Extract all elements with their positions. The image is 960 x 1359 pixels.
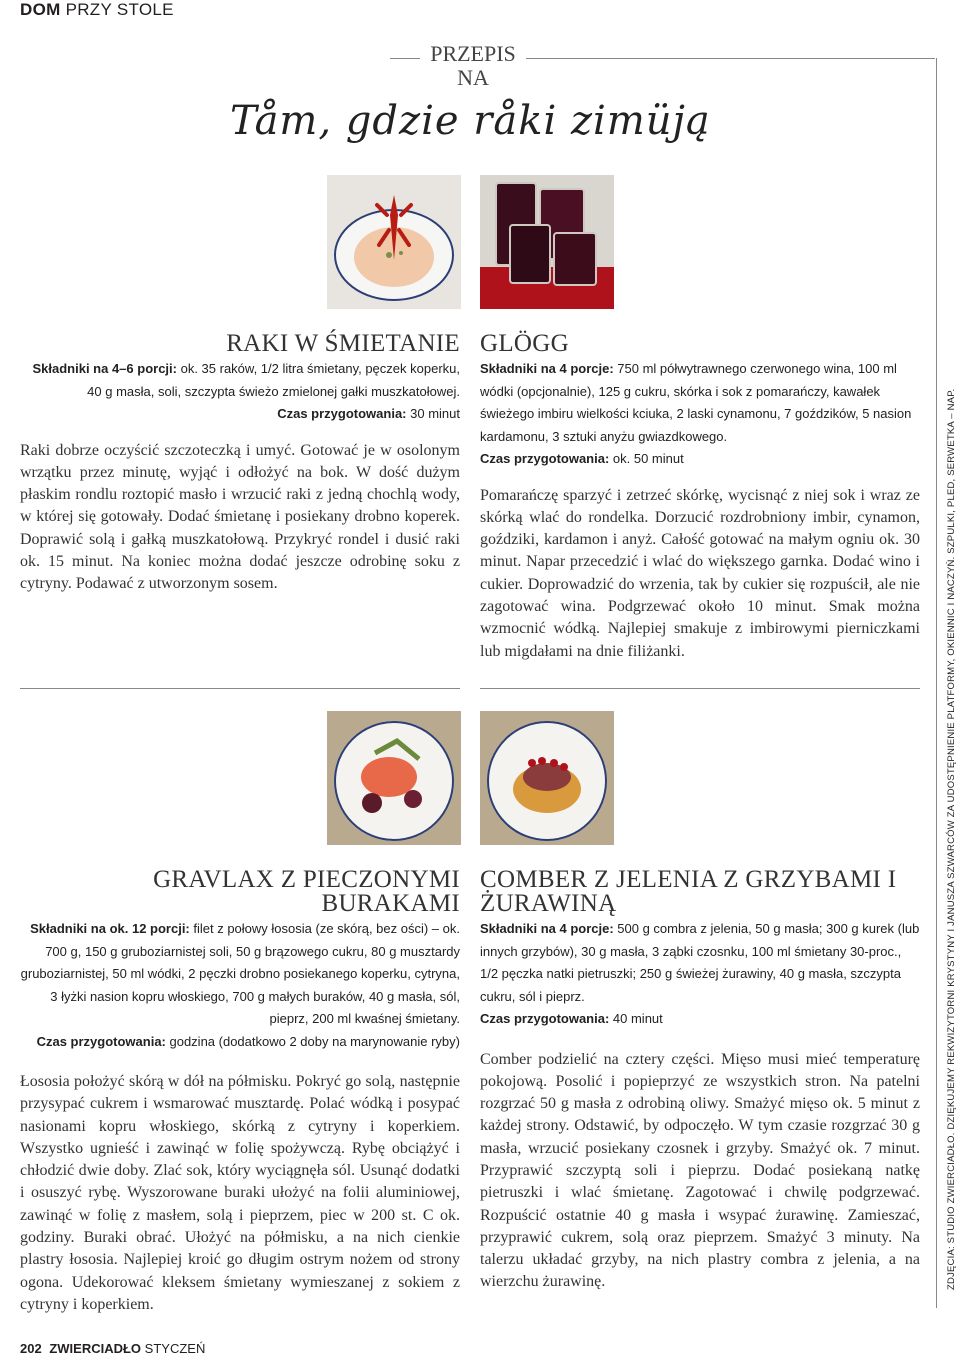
time-value: 30 minut: [406, 406, 460, 421]
time-label: Czas przygotowania:: [277, 406, 407, 421]
recipe-ingredients: [480, 918, 920, 1008]
recipe-time: [20, 403, 460, 426]
kicker-line-2: NA: [457, 65, 489, 90]
recipe-title: GRAVLAX Z PIECZONYMI BURAKAMI: [153, 866, 460, 917]
crayfish-plate-photo: [327, 175, 461, 309]
recipe-time: [480, 448, 920, 471]
right-rule: [936, 58, 937, 1308]
time-label: Czas przygotowania:: [480, 1011, 610, 1026]
ingredients-label: Składniki na 4 porcje:: [480, 361, 614, 376]
issue-month: STYCZEŃ: [144, 1341, 206, 1356]
recipe-title: GLÖGG: [480, 330, 569, 357]
time-value: godzina (dodatkowo 2 doby na marynowanie ryby): [165, 1033, 460, 1049]
magazine-name: ZWIERCIADŁO: [49, 1341, 142, 1356]
page-footer: [20, 1341, 205, 1356]
kicker: [420, 42, 526, 90]
ingredients-label: Składniki na 4 porcje:: [480, 921, 614, 936]
section-name: PRZY STOLE: [65, 0, 174, 19]
section-name-bold: DOM: [20, 0, 61, 19]
recipe-time: [480, 1008, 920, 1031]
ingredients-text: 500 g combra z jelenia, 50 g masła; 300 g kurek (lub innych grzybów), 30 g masła, 3 ząbki czosnku, 100 ml śmietany 30-proc., 1/2 pęczka natki pietruszki; 250 g świeżej żurawiny, 40 g masła, szczypta cukru, sól i pieprz.: [480, 921, 920, 1004]
ingredients-text: ok. 35 raków, 1/2 litra śmietany, pęczek koperku, 40 g masła, soli, szczypta świeżo zmielonej gałki muszkatołowej.: [87, 361, 460, 399]
recipe-body: Raki dobrze oczyścić szczoteczką i umyć. Gotować je w osolonym wrzątku przez minutę, wyjąć i odłożyć na bok. W dość dużym płaskim rondlu roztopić masło i wrzucić raki z jedną chochlą wody, w której się gotowały. Dodać śmietanę i posiekany drobno koperek. Doprawić solą i gałką muszkatołową. Przykryć rondel i dusić raki ok. 15 minut. Na koniec można dodać jeszcze odrobinę soku z cytryny. Podawać z utworzonym sosem.: [20, 441, 460, 593]
ingredients-label: Składniki na 4–6 porcji:: [32, 361, 177, 376]
time-value: ok. 50 minut: [609, 451, 684, 466]
glogg-glasses-photo: [480, 175, 614, 309]
time-value: 40 minut: [609, 1011, 663, 1026]
photo-credit: ZDJĘCIA: STUDIO ZWIERCIADŁO. DZIĘKUJEMY REKWIZYTORNI KRYSTYNY I JANUSZA SZWARCÓW ZA UDOSTĘPNIENIE PLATFORMY, OKIENNIC I NACZYŃ. SZPULKI, PLED, SERWETKA – NAP.: [946, 388, 957, 1290]
recipe-glogg: [480, 332, 920, 663]
recipe-body: Pomarańczę sparzyć i zetrzeć skórkę, wycisnąć z niej sok i wraz ze skórką wlać do rondelka. Dorzucić rozdrobniony imbir, cynamon, goździki, kardamon i anyż. Całość gotować na małym ogniu ok. 30 minut. Napar przecedzić i wlać do większego garnka. Dodać wino i cukier. Doprowadzić do wrzenia, tak by cukier się rozpuścił, ale nie zagotować wina. Podgrzewać około 10 minut. Smak można wzmocnić wódką. Najlepiej smakuje z imbirowymi pierniczkami lub migdałami na dnie filiżanki.: [480, 486, 920, 660]
recipe-ingredients: [20, 358, 460, 403]
recipe-ingredients: [20, 918, 460, 1031]
ingredients-text: filet z połowy łososia (ze skórą, bez ości) – ok. 700 g, 150 g gruboziarnistej soli, 50 g brązowego cukru, 80 g musztardy gruboziarnistej, 50 ml wódki, 2 pęczki drobno posiekanego koperku, cytryna, 3 łyżki nasion kopru włoskiego, 700 g małych buraków, 40 g masła, sól, pieprz, 200 ml kwaśnej śmietany.: [20, 921, 460, 1026]
page-title: Tåm, gdzie råki zimüją: [230, 98, 711, 144]
ingredients-text: 750 ml półwytrawnego czerwonego wina, 100 ml wódki (opcjonalnie), 125 g cukru, skórka i sok z pomarańczy, kawałek świeżego imbiru wielkości kciuka, 2 laski cynamonu, 7 goździków, 5 nasion kardamonu, 3 sztuki anyżu gwiazdkowego.: [480, 361, 912, 444]
recipe-title: COMBER Z JELENIA Z GRZYBAMI I ŻURAWINĄ: [480, 866, 897, 917]
recipe-title: RAKI W ŚMIETANIE: [226, 330, 460, 357]
recipe-ingredients: [480, 358, 920, 448]
section-header: [20, 0, 174, 20]
separator-right: [480, 688, 920, 689]
kicker-line-1: PRZEPIS: [430, 41, 516, 66]
recipe-gravlax: [20, 868, 460, 1316]
recipe-body: Łososia położyć skórą w dół na półmisku. Pokryć go solą, następnie przysypać cukrem i wsmarować musztardę. Polać wódką i posypać nasionami kopru włoskiego, skórką z cytryny i koperkiem. Wszystko ugnieść i zawinąć w folię spożywczą. Rybę obciążyć i chłodzić dwie doby. Zlać sok, który wyciągnęła sól. Usunąć dodatki i osuszyć rybę. Wyszorowane buraki ułożyć na folii aluminiowej, zawinąć w folię z masłem, solą i pieprzem, piec w 200 st. C ok. godziny. Buraki obrać. Ułożyć na półmisku, a na nich cienkie plastry łososia. Najlepiej kroić go długim ostrym nożem od strony ogona. Udekorować kleksem śmietany wymieszanej z sokiem z cytryny i koperkiem.: [20, 1073, 460, 1313]
recipe-body: Comber podzielić na cztery części. Mięso musi mieć temperaturę pokojową. Posolić i popieprzyć ze wszystkich stron. Na patelni rozgrzać 50 g masła z odrobiną oliwy. Smażyć mięso ok. 5 minut z każdej strony. Odstawić, by odpoczęło. W tym czasie rozgrzać 30 g masła, wrzucić posiekany czosnek i grzyby. Smażyć ok. 7 minut. Przyprawić szczyptą soli i pieprzu. Dodać posiekaną natkę pietruszki i wlać śmietanę. Zagotować i chwilę podgrzewać. Rozpuścić ostatnie 40 g masła i wsypać żurawinę. Zamieszać, przyprawić cukrem, solą oraz pieprzem. Smażyć 3 minuty. Na talerzu układać grzyby, na nich plastry combra z jelenia, a na wierzchu żurawinę.: [480, 1050, 920, 1291]
ingredients-label: Składniki na ok. 12 porcji:: [30, 921, 190, 936]
time-label: Czas przygotowania:: [36, 1033, 166, 1049]
time-label: Czas przygotowania:: [480, 451, 610, 466]
gravlax-plate-photo: [327, 711, 461, 845]
recipe-raki: [20, 332, 460, 596]
separator-left: [20, 688, 460, 689]
recipe-comber: [480, 868, 920, 1294]
recipe-time: [20, 1031, 460, 1054]
venison-plate-photo: [480, 711, 614, 845]
page-number: 202: [20, 1341, 42, 1356]
